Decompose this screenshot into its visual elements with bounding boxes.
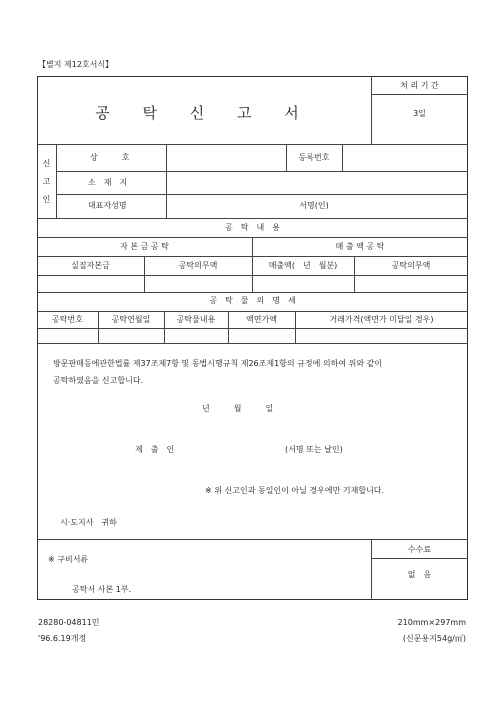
addressee: 시·도지사 귀하 <box>60 518 117 527</box>
attachments-label: ※ 구비서류 <box>48 555 89 564</box>
divider <box>37 328 468 329</box>
divider <box>56 171 468 172</box>
divider <box>56 194 468 195</box>
divider <box>37 539 468 540</box>
divider <box>37 343 468 344</box>
sales-deposit-title: 매 출 액 공 탁 <box>335 242 385 251</box>
divider <box>37 256 468 257</box>
signature-label: 서명(인) <box>299 201 329 210</box>
fee-label: 수수료 <box>407 545 432 554</box>
items-col-number: 공탁번호 <box>52 315 83 324</box>
divider <box>166 144 167 218</box>
applicant-side-label-2: 고 <box>42 177 51 186</box>
address-label: 소 재 지 <box>88 178 128 187</box>
items-col-trade-price: 거래가격(액면가 미달일 경우) <box>329 315 434 324</box>
applicant-side-label-1: 신 <box>42 159 51 168</box>
footer-code: 28280-04811민 <box>38 618 100 627</box>
reg-no-label: 등록번호 <box>298 153 330 162</box>
statement-line-2: 공탁하였음을 신고합니다. <box>53 376 144 385</box>
note: ※ 위 신고인과 동일인이 아닐 경우에만 기재합니다. <box>205 486 385 495</box>
attachments-item: 공탁서 사본 1부. <box>72 585 132 594</box>
deposit-details-title: 공 탁 내 용 <box>225 223 280 232</box>
date-line: 년 월 일 <box>202 404 274 413</box>
items-col-face-value: 액면가액 <box>246 315 277 324</box>
divider <box>37 292 468 293</box>
divider <box>342 144 343 171</box>
representative-label: 대표자성명 <box>88 201 127 210</box>
footer-size: 210mm×297mm <box>397 618 466 627</box>
divider <box>56 144 57 218</box>
footer-revised: '96.6.19개정 <box>38 634 87 643</box>
items-col-content: 공탁물내용 <box>176 315 216 324</box>
form-title: 공 탁 신 고 서 <box>95 104 313 122</box>
divider <box>37 275 468 276</box>
deposit-items-title: 공 탁 물 의 명 세 <box>209 296 296 305</box>
divider <box>371 94 468 95</box>
items-col-date: 공탁연월일 <box>111 315 151 324</box>
paid-capital-label: 실질자본금 <box>71 261 110 270</box>
form-label: 【별지 제12호서식】 <box>38 60 114 69</box>
processing-label: 처 리 기 간 <box>400 81 439 90</box>
statement-line-1: 방문판매등에관한법률 제37조제7항 및 동법시행규칙 제26조제1항의 규정에 의하여 위와 같이 <box>53 359 383 368</box>
trade-name-label: 상 호 <box>90 153 130 162</box>
divider <box>371 558 468 559</box>
divider <box>37 218 468 219</box>
divider <box>37 311 468 312</box>
divider <box>37 144 468 145</box>
applicant-side-label-3: 인 <box>42 195 51 204</box>
processing-value: 3일 <box>413 109 426 118</box>
capital-deposit-title: 자 본 금 공 탁 <box>120 242 169 251</box>
capital-obligation-label: 공탁의무액 <box>178 261 218 270</box>
sales-obligation-label: 공탁의무액 <box>391 261 431 270</box>
footer-paper: (신문용지54g/㎡) <box>402 634 466 643</box>
submitter-sign: (서명 또는 날인) <box>285 445 343 454</box>
submitter-label: 제 출 인 <box>135 445 175 454</box>
sales-label: 매출액( 년 월분) <box>268 261 338 270</box>
fee-value: 없 음 <box>407 570 432 579</box>
